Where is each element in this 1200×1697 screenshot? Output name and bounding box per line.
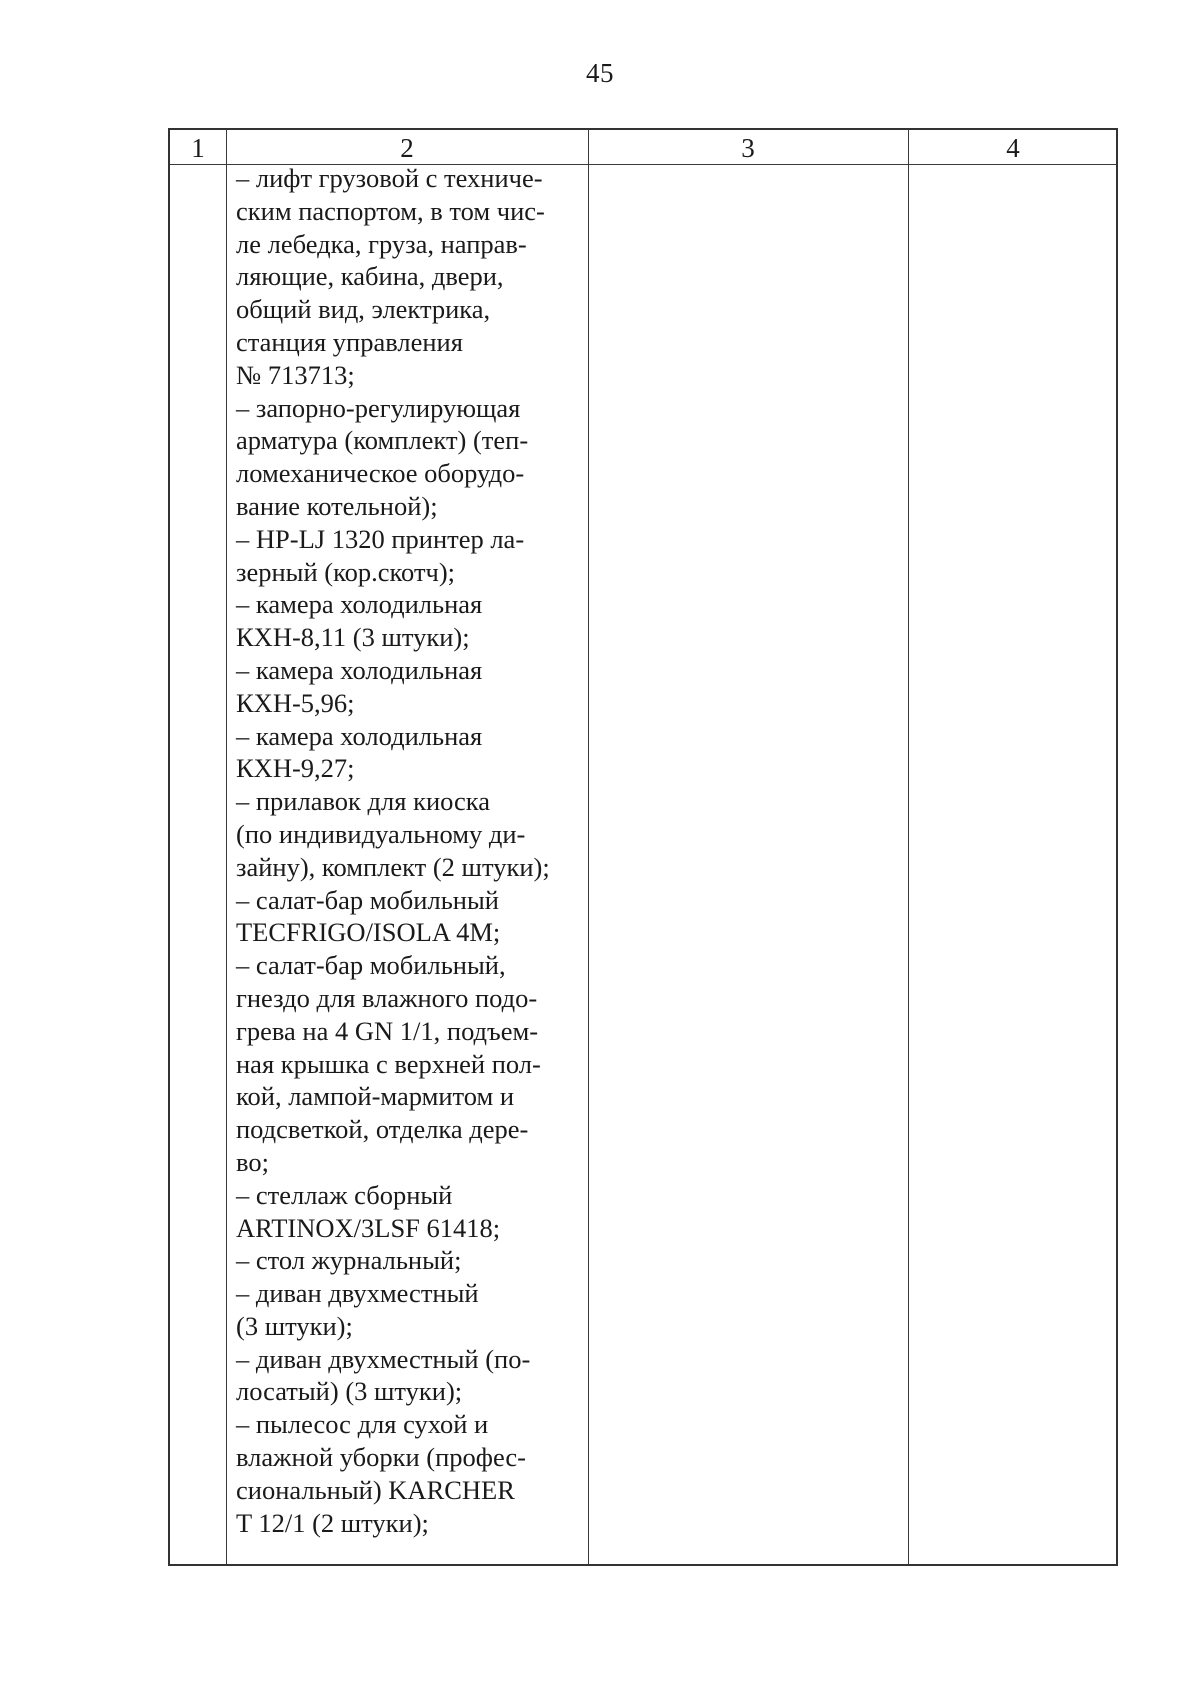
equipment-list-line: – камера холодильная (236, 654, 483, 685)
equipment-list-line: зайну), комплект (2 штуки); (236, 851, 550, 882)
equipment-list-line: гнездо для влажного подо- (236, 982, 538, 1013)
equipment-list-line: грева на 4 GN 1/1, подъем- (236, 1015, 539, 1046)
column-divider-1 (226, 130, 227, 1564)
equipment-list-line: общий вид, электрика, (236, 294, 491, 325)
equipment-list-line: вание котельной); (236, 490, 438, 521)
equipment-list-line: лосатый) (3 штуки); (236, 1376, 463, 1407)
equipment-list-line: арматура (комплект) (теп- (236, 425, 529, 456)
equipment-list-line: ляющие, кабина, двери, (236, 261, 504, 292)
equipment-list-line: КХН-5,96; (236, 687, 355, 718)
equipment-list-line: ная крышка с верхней пол- (236, 1048, 541, 1079)
equipment-list-line: КХН-9,27; (236, 753, 355, 784)
equipment-list-line: – стол журнальный; (236, 1245, 462, 1276)
equipment-list-line: зерный (кор.скотч); (236, 556, 456, 587)
equipment-list-line: – камера холодильная (236, 720, 483, 751)
equipment-list-line: № 713713; (236, 359, 355, 390)
equipment-list-line: – салат-бар мобильный, (236, 950, 506, 981)
equipment-list-line: (по индивидуальному ди- (236, 818, 526, 849)
equipment-list-line: – камера холодильная (236, 589, 483, 620)
equipment-list-line: КХН-8,11 (3 штуки); (236, 622, 470, 653)
column-divider-2 (588, 130, 589, 1564)
equipment-list-line: – лифт грузовой с техниче- (236, 163, 543, 193)
equipment-list-line: станция управления (236, 326, 463, 357)
equipment-list-line: – стеллаж сборный (236, 1179, 453, 1210)
equipment-list-line: – диван двухместный (по- (236, 1343, 531, 1374)
equipment-list-line: – HP-LJ 1320 принтер ла- (236, 523, 525, 554)
equipment-list (236, 162, 576, 1539)
header-col-3: 3 (741, 133, 755, 163)
equipment-list-line: сиональный) KARCHER (236, 1474, 515, 1505)
header-col-2: 2 (400, 133, 414, 163)
equipment-list-line: TECFRIGO/ISOLA 4M; (236, 917, 501, 948)
equipment-list-line: (3 штуки); (236, 1310, 353, 1341)
equipment-list-line: ломеханическое оборудо- (236, 458, 525, 489)
equipment-list-line: – диван двухместный (236, 1278, 479, 1309)
equipment-list-line: кой, лампой-мармитом и (236, 1081, 515, 1112)
equipment-list-line: ским паспортом, в том чис- (236, 195, 545, 226)
equipment-list-line: ле лебедка, груза, направ- (236, 228, 527, 259)
page-number: 45 (586, 58, 614, 88)
header-col-1: 1 (191, 133, 205, 163)
equipment-list-line: T 12/1 (2 штуки); (236, 1507, 429, 1538)
equipment-list-line: – прилавок для киоска (236, 786, 491, 817)
equipment-list-line: ARTINOX/3LSF 61418; (236, 1212, 501, 1243)
equipment-list-line: – салат-бар мобильный (236, 884, 499, 915)
equipment-list-line: подсветкой, отделка дере- (236, 1114, 529, 1145)
document-table (168, 128, 1118, 1566)
equipment-list-line: влажной уборки (профес- (236, 1442, 526, 1473)
header-col-4: 4 (1006, 133, 1020, 163)
equipment-list-line: во; (236, 1146, 269, 1177)
equipment-list-line: – пылесос для сухой и (236, 1409, 489, 1440)
column-divider-3 (908, 130, 909, 1564)
equipment-list-line: – запорно-регулирующая (236, 392, 521, 423)
